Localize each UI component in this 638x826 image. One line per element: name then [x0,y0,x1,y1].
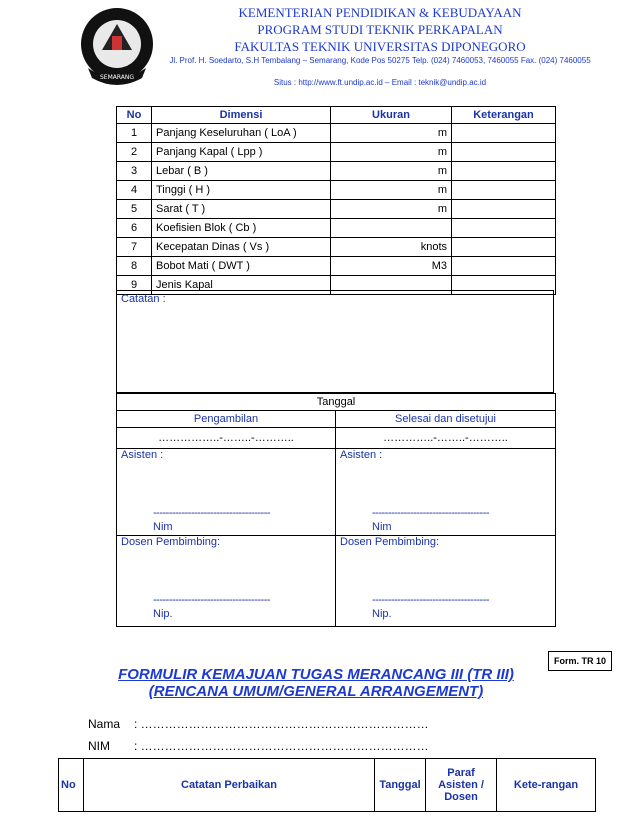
table-row [117,219,556,238]
row-no: 3 [117,162,152,181]
row-no: 2 [117,143,152,162]
address-line: Jl. Prof. H. Soedarto, S.H Tembalang – Semarang, Kode Pos 50275 Telp. (024) 7460053, 7460055 Fax. (024) 7460055 [169,56,591,65]
row-note[interactable] [452,124,556,143]
row-note[interactable] [452,238,556,257]
table-row [117,257,556,276]
asisten-left-box[interactable] [117,449,336,536]
date-selesai[interactable]: …………..-……..-……….. [336,428,556,449]
row-dimension: Jenis Kapal [152,276,331,295]
nim-field[interactable] [88,739,429,753]
row-note[interactable] [452,200,556,219]
signature-line: ------------------------------------- [153,507,271,519]
signature-table [116,393,556,627]
dosen-right-label: Dosen Pembimbing: [340,536,440,548]
row-no: 8 [117,257,152,276]
row-dimension: Kecepatan Dinas ( Vs ) [152,238,331,257]
row-note[interactable] [452,219,556,238]
notes-box[interactable] [116,290,554,393]
col-ukuran: Ukuran [331,107,452,124]
nama-label: Nama [88,717,121,731]
asisten-right-box[interactable] [336,449,556,536]
row-no: 1 [117,124,152,143]
asisten-left-label: Asisten : [121,449,164,461]
pengambilan-label: Pengambilan [117,411,336,428]
letterhead [0,0,638,95]
row-note[interactable] [452,181,556,200]
signature-line: ------------------------------------- [372,594,490,606]
form-subtitle: (RENCANA UMUM/GENERAL ARRANGEMENT) [148,683,484,700]
row-unit[interactable]: m [331,162,452,181]
table-row [117,181,556,200]
dosen-left-box[interactable] [117,536,336,627]
form-title: FORMULIR KEMAJUAN TUGAS MERANCANG III (TR III) [118,666,514,683]
row-dimension: Lebar ( B ) [152,162,331,181]
col-no: No [117,107,152,124]
row-unit[interactable]: m [331,181,452,200]
row-dimension: Bobot Mati ( DWT ) [152,257,331,276]
row-note[interactable] [452,257,556,276]
row-unit[interactable]: knots [331,238,452,257]
row-no: 7 [117,238,152,257]
row-dimension: Sarat ( T ) [152,200,331,219]
col-dimensi: Dimensi [152,107,331,124]
signature-line: ------------------------------------- [153,594,271,606]
asisten-right-label: Asisten : [340,449,383,461]
faculty-line: FAKULTAS TEKNIK UNIVERSITAS DIPONEGORO [234,39,526,54]
row-dimension: Panjang Kapal ( Lpp ) [152,143,331,162]
notes-label: Catatan : [121,293,166,305]
nama-fill: : ……………………………………………………………… [134,717,429,731]
nama-field[interactable] [88,717,429,731]
col-paraf: Paraf Asisten / Dosen [426,759,497,812]
row-dimension: Koefisien Blok ( Cb ) [152,219,331,238]
program-line: PROGRAM STUDI TEKNIK PERKAPALAN [257,22,503,37]
col-tanggal: Tanggal [375,759,426,812]
table-row [117,200,556,219]
dosen-left-label: Dosen Pembimbing: [121,536,221,548]
row-unit[interactable] [331,219,452,238]
ministry-line: KEMENTERIAN PENDIDIKAN & KEBUDAYAAN [238,5,522,20]
row-dimension: Panjang Keseluruhan ( LoA ) [152,124,331,143]
col-keterangan: Keterangan [452,107,556,124]
selesai-label: Selesai dan disetujui [336,411,556,428]
row-no: 6 [117,219,152,238]
table-row [117,162,556,181]
col-catatan-perbaikan: Catatan Perbaikan [84,759,375,812]
nim-label: NIM [88,739,110,753]
table-row [117,143,556,162]
nim-right-label: Nim [372,521,392,533]
tanggal-label: Tanggal [117,394,556,411]
date-pengambilan[interactable]: ……………..-……..-……….. [117,428,336,449]
row-unit[interactable]: m [331,143,452,162]
table-row [117,124,556,143]
row-unit[interactable]: m [331,124,452,143]
row-note[interactable] [452,162,556,181]
table-row [117,238,556,257]
website-line: Situs : http://www.ft.undip.ac.id – Email : teknik@undip.ac.id [273,78,487,87]
ship-dimension-table [116,106,556,295]
nip-right-label: Nip. [372,608,392,620]
progress-header-row [59,759,596,812]
row-no: 9 [117,276,152,295]
row-no: 5 [117,200,152,219]
nim-fill: : ……………………………………………………………… [134,739,429,753]
row-unit[interactable]: m [331,200,452,219]
table-header-row [117,107,556,124]
university-seal-logo [78,6,156,88]
progress-table [58,758,596,812]
nip-left-label: Nip. [153,608,173,620]
signature-line: ------------------------------------- [372,507,490,519]
col-no: No [59,759,84,812]
row-no: 4 [117,181,152,200]
row-unit[interactable]: M3 [331,257,452,276]
col-keterangan: Kete-rangan [497,759,596,812]
row-dimension: Tinggi ( H ) [152,181,331,200]
svg-text:SEMARANG: SEMARANG [99,74,135,81]
row-note[interactable] [452,143,556,162]
form-code-badge: Form. TR 10 [548,651,612,671]
nim-left-label: Nim [153,521,173,533]
dosen-right-box[interactable] [336,536,556,627]
